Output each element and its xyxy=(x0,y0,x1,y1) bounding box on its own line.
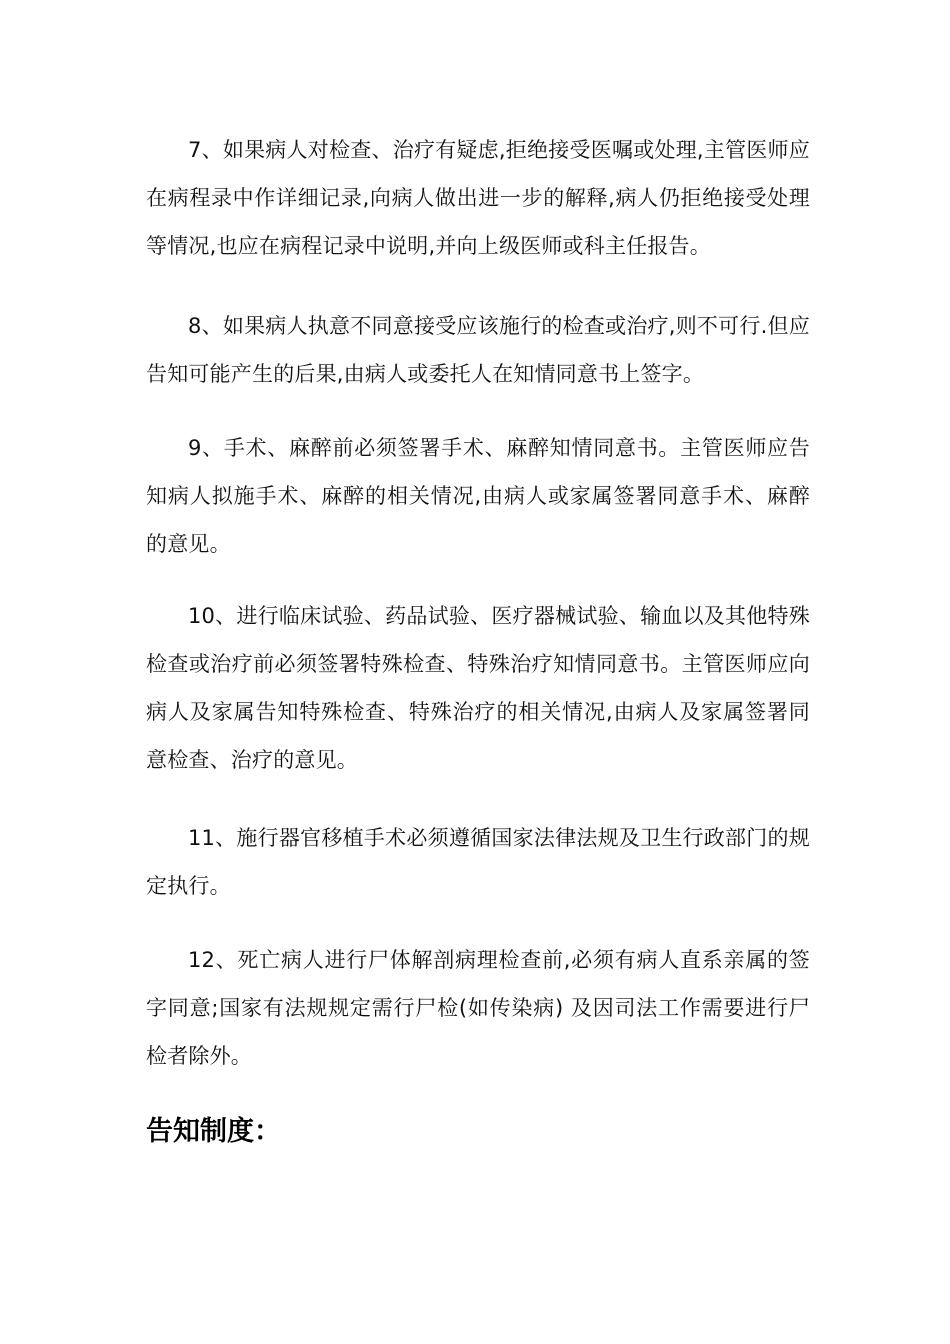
paragraph-item-9: 9、手术、麻醉前必须签署手术、麻醉知情同意书。主管医师应告知病人拟施手术、麻醉的相关情况,由病人或家属签署同意手术、麻醉的意见。 xyxy=(146,436,810,556)
paragraph-item-12: 12、死亡病人进行尸体解剖病理检查前,必须有病人直系亲属的签字同意;国家有法规规定需行尸检(如传染病) 及因司法工作需要进行尸检者除外。 xyxy=(146,948,810,1068)
section-heading: 告知制度： xyxy=(146,1116,281,1147)
paragraph-item-8: 8、如果病人执意不同意接受应该施行的检查或治疗,则不可行.但应告知可能产生的后果,由病人或委托人在知情同意书上签字。 xyxy=(146,314,810,386)
paragraph-item-11: 11、施行器官移植手术必须遵循国家法律法规及卫生行政部门的规定执行。 xyxy=(146,826,810,898)
paragraph-item-7: 7、如果病人对检查、治疗有疑虑,拒绝接受医嘱或处理,主管医师应在病程录中作详细记录,向病人做出进一步的解释,病人仍拒绝接受处理等情况,也应在病程记录中说明,并向上级医师或科主任报告。 xyxy=(146,138,810,258)
paragraph-item-10: 10、进行临床试验、药品试验、医疗器械试验、输血以及其他特殊检查或治疗前必须签署特殊检查、特殊治疗知情同意书。主管医师应向病人及家属告知特殊检查、特殊治疗的相关情况,由病人及家属签署同意检查、治疗的意见。 xyxy=(146,604,810,772)
